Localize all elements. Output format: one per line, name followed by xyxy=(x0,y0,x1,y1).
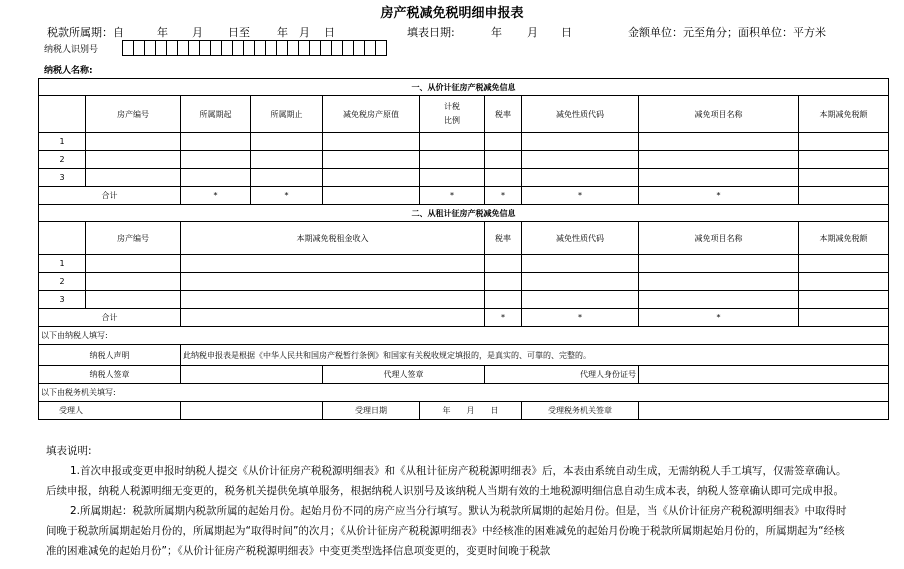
total-star: * xyxy=(522,309,639,327)
row-number: 3 xyxy=(39,169,86,187)
table-row xyxy=(39,273,889,291)
col-relief-name: 减免项目名称 xyxy=(639,222,799,255)
row-number: 1 xyxy=(39,255,86,273)
period-month-to: 月 xyxy=(299,26,310,39)
receive-date-label: 受理日期 xyxy=(323,402,420,420)
col-relief-code: 减免性质代码 xyxy=(522,96,639,133)
col-rent-income: 本期减免税租金收入 xyxy=(181,222,485,255)
col-property-no: 房产编号 xyxy=(86,96,181,133)
declaration-text: 此纳税申报表是根据《中华人民共和国房产税暂行条例》和国家有关税收规定填报的，是真实的、可靠的、完整的。 xyxy=(181,345,889,366)
total-label: 合计 xyxy=(39,187,181,205)
period-day-to: 日至 xyxy=(228,26,250,39)
total-star: * xyxy=(639,187,799,205)
total-star: * xyxy=(485,309,522,327)
taxpayer-sign-label: 纳税人签章 xyxy=(39,366,181,384)
fill-date-year: 年 xyxy=(491,26,502,39)
period-label: 税款所属期：自 xyxy=(47,26,124,39)
declaration-table xyxy=(38,78,889,420)
taxpayer-name-label: 纳税人名称: xyxy=(44,66,93,76)
declaration-label: 纳税人声明 xyxy=(39,345,181,366)
col-relief-amount: 本期减免税额 xyxy=(799,96,889,133)
row-number: 2 xyxy=(39,151,86,169)
col-relief-name: 减免项目名称 xyxy=(639,96,799,133)
period-day-end: 日 xyxy=(324,26,335,39)
agent-id-label: 代理人身份证号 xyxy=(485,366,639,384)
col-tax-rate: 税率 xyxy=(485,96,522,133)
receiver-field[interactable] xyxy=(181,402,323,420)
form-title: 房产税减免税明细申报表 xyxy=(380,6,524,21)
total-star: * xyxy=(420,187,485,205)
total-star: * xyxy=(639,309,799,327)
total-star: * xyxy=(522,187,639,205)
receive-date-field[interactable]: 年 月 日 xyxy=(420,402,522,420)
total-star: * xyxy=(485,187,522,205)
col-original-value: 减免税房产原值 xyxy=(323,96,420,133)
row-number: 1 xyxy=(39,133,86,151)
row-number: 2 xyxy=(39,273,86,291)
col-property-no: 房产编号 xyxy=(86,222,181,255)
col-relief-code: 减免性质代码 xyxy=(522,222,639,255)
taxpayer-id-label: 纳税人识别号 xyxy=(44,45,99,55)
col-tax-ratio: 计税比例 xyxy=(420,96,485,133)
taxpayer-sign-field[interactable] xyxy=(181,366,323,384)
table-row xyxy=(39,291,889,309)
total-row xyxy=(39,309,889,327)
note-1: 1.首次申报或变更申报时纳税人提交《从价计征房产税税源明细表》和《从租计征房产税税源明细表》后，本表由系统自动生成，无需纳税人手工填写，仅需签章确认。后续申报，纳税人税源明细无变更的，税务机关提供免填单服务，根据纳税人识别号及该纳税人当期有效的土地税源明细信息自动生成本表，纳税人签章确认即可完成申报。 xyxy=(46,465,847,497)
table-row xyxy=(39,255,889,273)
table-row xyxy=(39,151,889,169)
period-month-from: 月 xyxy=(192,26,203,39)
tax-office-fill-label: 以下由税务机关填写: xyxy=(39,384,889,402)
total-star: * xyxy=(181,187,251,205)
period-year-to: 年 xyxy=(277,26,288,39)
section1-title: 一、从价计征房产税减免信息 xyxy=(39,79,889,96)
fill-instructions xyxy=(46,441,854,561)
fill-date-label: 填表日期: xyxy=(407,26,455,39)
taxpayer-fill-label: 以下由纳税人填写: xyxy=(39,327,889,345)
col-period-start: 所属期起 xyxy=(181,96,251,133)
fill-date-month: 月 xyxy=(527,26,538,39)
row-number: 3 xyxy=(39,291,86,309)
receiver-label: 受理人 xyxy=(39,402,181,420)
office-sign-label: 受理税务机关签章 xyxy=(522,402,639,420)
office-sign-field[interactable] xyxy=(639,402,889,420)
agent-sign-label: 代理人签章 xyxy=(323,366,485,384)
total-label: 合计 xyxy=(39,309,181,327)
col-period-end: 所属期止 xyxy=(251,96,323,133)
amount-unit: 金额单位：元至角分；面积单位：平方米 xyxy=(628,26,826,39)
notes-heading: 填表说明: xyxy=(46,445,92,457)
period-year-from: 年 xyxy=(157,26,168,39)
table-row xyxy=(39,169,889,187)
taxpayer-id-boxes[interactable] xyxy=(123,40,387,56)
col-tax-rate: 税率 xyxy=(485,222,522,255)
agent-id-field[interactable] xyxy=(639,366,889,384)
table-row xyxy=(39,133,889,151)
fill-date-day: 日 xyxy=(561,26,572,39)
section2-title: 二、从租计征房产税减免信息 xyxy=(39,205,889,222)
note-2: 2.所属期起：税款所属期内税款所属的起始月份。起始月份不同的房产应当分行填写。默认为税款所属期的起始月份。但是，当《从价计征房产税税源明细表》中取得时间晚于税款所属期起始月份的，所属期起为“取得时间”的次月；《从价计征房产税税源明细表》中经核准的困难减免的起始月份晚于税款所属期起始月份的，所属期起为“经核准的困难减免的起始月份”；《从价计征房产税税源明细表》中变更类型选择信息项变更的，变更时间晚于税款 xyxy=(46,505,847,557)
total-star: * xyxy=(251,187,323,205)
total-row xyxy=(39,187,889,205)
col-relief-amount: 本期减免税额 xyxy=(799,222,889,255)
